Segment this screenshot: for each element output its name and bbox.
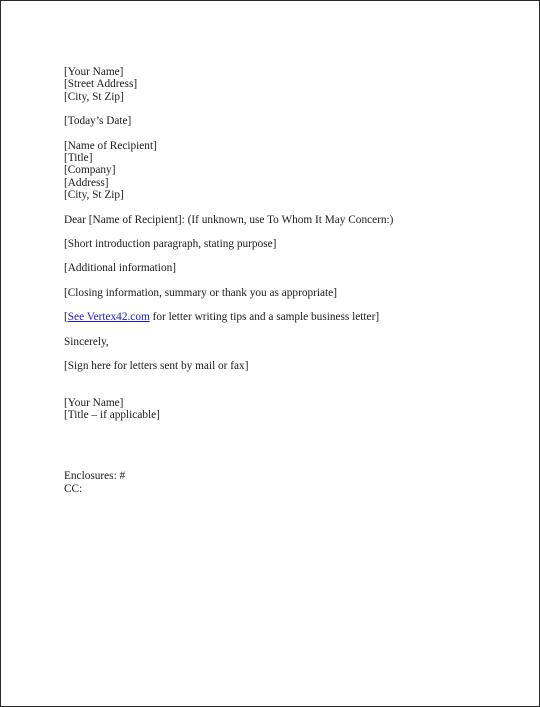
valediction: Sincerely, <box>64 335 109 348</box>
sender-city: [City, St Zip] <box>64 90 124 103</box>
sender-name: [Your Name] <box>64 66 124 78</box>
recipient-company: [Company] <box>64 164 116 177</box>
tips-suffix: for letter writing tips and a sample business letter] <box>149 311 380 324</box>
enclosures-line: Enclosures: # <box>64 470 126 483</box>
tips-paragraph <box>64 311 484 323</box>
recipient-title: [Title] <box>64 152 93 165</box>
tips-prefix: [ <box>64 311 68 324</box>
salutation: Dear [Name of Recipient]: (If unknown, use To Whom It May Concern:) <box>64 213 394 226</box>
signer-title: [Title – if applicable] <box>64 408 160 421</box>
sender-block <box>64 66 484 103</box>
signature-note: [Sign here for letters sent by mail or fax] <box>64 360 249 373</box>
letter-date: [Today’s Date] <box>64 115 132 128</box>
closing-paragraph: [Closing information, summary or thank you as appropriate] <box>64 286 337 299</box>
recipient-name: [Name of Recipient] <box>64 139 157 152</box>
recipient-block <box>64 140 484 202</box>
vertex42-link[interactable]: See Vertex42.com <box>67 311 150 324</box>
letter-content <box>64 66 484 495</box>
signer-name: [Your Name] <box>64 396 124 409</box>
signer-block <box>64 397 484 422</box>
sender-street: [Street Address] <box>64 78 138 91</box>
recipient-address: [Address] <box>64 176 109 189</box>
footer-block <box>64 470 484 495</box>
recipient-city: [City, St Zip] <box>64 189 124 202</box>
additional-paragraph: [Additional information] <box>64 262 177 275</box>
cc-line: CC: <box>64 482 83 495</box>
intro-paragraph: [Short introduction paragraph, stating purpose] <box>64 238 277 251</box>
